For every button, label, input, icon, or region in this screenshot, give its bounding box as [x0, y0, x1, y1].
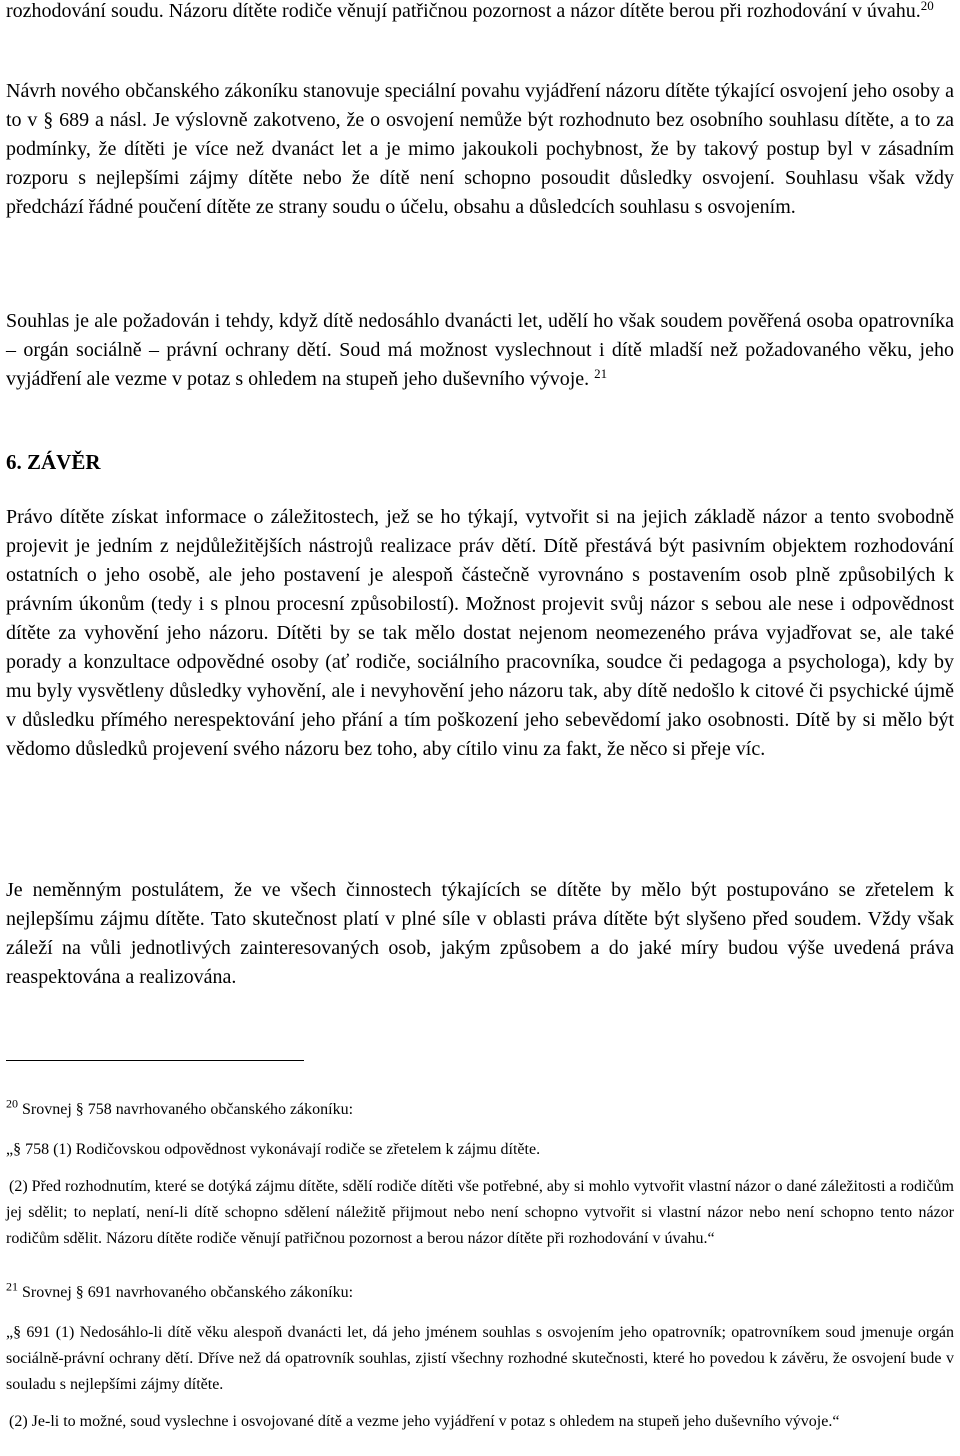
footnote-20: [6, 1097, 954, 1252]
footnote-text: Srovnej § 758 navrhovaného občanského zákoníku:: [22, 1101, 354, 1118]
paragraph-consent: [6, 307, 954, 394]
footnote-quote: „§ 691 (1) Nedosáhlo-li dítě věku alespoň dvanácti let, dá jeho jménem souhlas s osvojením jeho opatrovník; opatrovníkem soud jmenuje orgán sociálně-právní ochrany dětí. Dříve než dá opatrovník souhlas, zjistí všechny rozhodné skutečnosti, které ho povedou k závěru, že osvojení bude v souladu s nejlepšími zájmy dítěte.: [6, 1324, 954, 1393]
footnote-ref-21[interactable]: 21: [594, 365, 608, 381]
footnote-ref-20[interactable]: 20: [920, 0, 934, 13]
paragraph-text: Souhlas je ale požadován i tehdy, když dítě nedosáhlo dvanácti let, udělí ho však soudem pověřená osoba opatrovníka – orgán sociálně – právní ochrany dětí. Soud má možnost vyslechnout i dítě mladší než požadovaného věku, jeho vyjádření ale vezme v potaz s ohledem na stupeň jeho duševního vývoje.: [6, 310, 954, 390]
footnote-text: Srovnej § 691 navrhovaného občanského zákoníku:: [22, 1284, 354, 1301]
footnote-number: 20: [6, 1096, 18, 1111]
footnote-quote: (2) Je-li to možné, soud vyslechne i osvojované dítě a vezme jeho vyjádření v potaz s ohledem na stupeň jeho duševního vývoje.“: [9, 1413, 840, 1430]
footnote-21: [6, 1280, 954, 1435]
footnote-line: [6, 1097, 954, 1123]
paragraph-adoption: Návrh nového občanského zákoníku stanovuje speciální povahu vyjádření názoru dítěte týkající osvojení jeho osoby a to v § 689 a násl. Je výslovně zakotveno, že o osvojení nemůže být rozhodnuto bez osobního souhlasu dítěte, a to za podmínky, že dítěti je více než dvanáct let a je mimo jakoukoli pochybnost, že by takový postup byl v zásadním rozporu s nejlepšími zájmy dítěte nebo že dítě není schopno posoudit důsledky osvojení. Souhlasu však vždy předchází řádné poučení dítěte ze strany soudu o účelu, obsahu a důsledcích souhlasu s osvojením.: [6, 80, 954, 218]
paragraph-conclusion-2: Je neměnným postulátem, že ve všech činnostech týkajících se dítěte by mělo být postupováno se zřetelem k nejlepšímu zájmu dítěte. Tato skutečnost platí v plné síle v oblasti práva dítěte být slyšeno před soudem. Vždy však záleží na vůli jednotlivých zainteresovaných osob, jakým způsobem a do jaké míry budou výše uvedená práva reaspektována a realizována.: [6, 879, 954, 988]
footnote-quote: „§ 758 (1) Rodičovskou odpovědnost vykonávají rodiče se zřetelem k zájmu dítěte.: [6, 1141, 541, 1158]
footnote-separator: [6, 1060, 304, 1061]
footnote-number: 21: [6, 1279, 18, 1294]
paragraph-continuation: [6, 0, 954, 26]
footnote-quote: (2) Před rozhodnutím, které se dotýká zájmu dítěte, sdělí rodiče dítěti vše potřebné, aby si mohlo vytvořit vlastní názor o dané záležitosti a rodičům jej sdělit; to neplatí, není-li dítě schopno sdělení náležitě přijmout nebo není schopno vytvořit si vlastní názor nebo není schopno tento názor rodičům sdělit. Názoru dítěte rodiče věnují patřičnou pozornost a berou názor dítěte při rozhodování v úvahu.“: [6, 1178, 954, 1247]
paragraph-conclusion-1: Právo dítěte získat informace o záležitostech, jež se ho týkají, vytvořit si na jejich základě názor a tento svobodně projevit je jedním z nejdůležitějších nástrojů realizace práv dětí. Dítě přestává být pasivním objektem rozhodování ostatních o jeho osobě, ale jeho postavení je alespoň částečně vyrovnáno s postavením osob plně způsobilých k právním úkonům (tedy i s plnou procesní způsobilostí). Možnost projevit svůj názor s sebou ale nese i odpovědnost dítěte za vyhovění jeho názoru. Dítěti by se tak mělo dostat nejenom neomezeného práva vyjadřovat se, ale také porady a konzultace odpovědné osoby (ať rodiče, sociálního pracovníka, soudce či pedagoga a psychologa), kdy by mu byly vysvětleny důsledky vyhovění, ale i nevyhovění jeho názoru tak, aby dítě nedošlo k citové či psychické újmě v důsledku přímého nerespektování jeho přání a tím poškození jeho sebevědomí jako osobnosti. Dítě by si mělo být vědomo důsledků projevení svého názoru bez toho, aby cítilo vinu za fakt, že něco si přeje víc.: [6, 506, 954, 760]
footnote-line: [6, 1280, 954, 1306]
section-heading: 6. ZÁVĚR: [6, 450, 101, 474]
paragraph-text: rozhodování soudu. Názoru dítěte rodiče věnují patřičnou pozornost a názor dítěte berou při rozhodování v úvahu.: [6, 0, 921, 22]
